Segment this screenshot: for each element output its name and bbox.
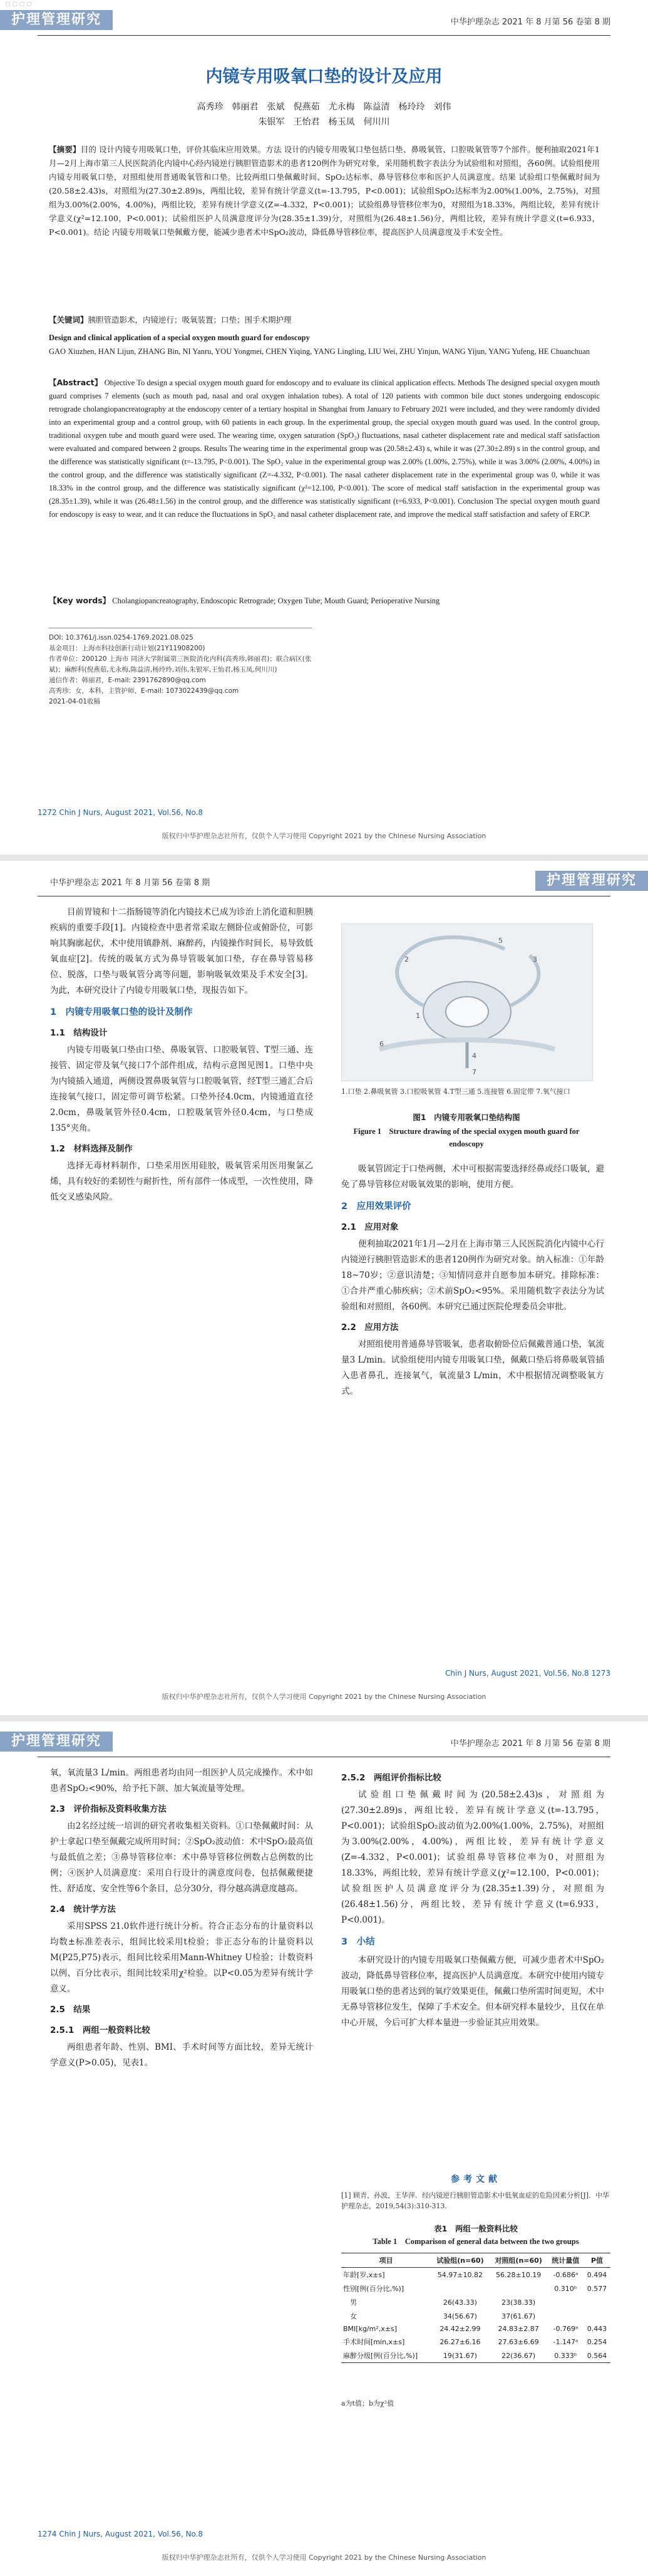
table-cell: 麻醉分级[例(百分比,%)] xyxy=(343,2352,418,2360)
table-cell: 27.63±6.69 xyxy=(498,2337,539,2346)
section-heading: 1 内镜专用吸氧口垫的设计及制作 xyxy=(50,1007,193,1017)
journal-section-tag: 护理管理研究 xyxy=(535,871,648,891)
english-title-block xyxy=(49,331,600,358)
table-cell: 26.27±6.16 xyxy=(440,2337,481,2346)
table-header-cell: 项目 xyxy=(379,2257,393,2265)
body-paragraph: 本研究设计的内镜专用吸氧口垫佩戴方便，可减少患者术中SpO₂波动，降低鼻导管移位率，提高医护人员满意度。本研究中使用内镜专用吸氧口垫的患者达到的氧疗效果更佳，佩戴口垫所需时间更短，术中无鼻导管移位发生，保障了手术安全。但本研究样本量较少，且仅在单中心开展，今后可扩大样本量进一步验证其应用效果。 xyxy=(341,1955,604,2028)
body-paragraph: 内镜专用吸氧口垫由口垫、鼻吸氧管、口腔吸氧管、T型三通、连接管、固定带及氧气接口7个部件组成，结构示意图见图1。口垫中央为内镜插入通道，两侧设置鼻吸氧管与口腔吸氧管，经T型三通汇合后连接氧气接口，固定带可调节松紧。口垫外径4.0cm，内镜通道直径2.0cm，鼻吸氧管外径0.4cm，口腔吸氧管外径0.4cm，与口垫成135°夹角。 xyxy=(50,1045,313,1133)
table-cell: 年龄[岁,x±s] xyxy=(343,2271,385,2279)
copyright-footer: 版权归中华护理杂志社所有，仅供个人学习使用 Copyright 2021 by the Chinese Nursing Association xyxy=(162,832,486,840)
doi: DOI: 10.3761/j.issn.0254-1769.2021.08.025 xyxy=(49,634,193,641)
table-cell: -1.147ᵃ xyxy=(553,2337,579,2346)
footnotes xyxy=(49,633,312,707)
page-3 xyxy=(0,1722,648,2576)
table-cell xyxy=(548,2309,584,2323)
journal-section-tag: 护理管理研究 xyxy=(0,10,113,30)
table-header-cell: P值 xyxy=(590,2257,604,2265)
table-cell: 24.42±2.99 xyxy=(440,2325,481,2333)
mouth-guard-illustration xyxy=(342,924,592,1081)
subsection-heading: 2.4 统计学方法 xyxy=(50,1904,116,1914)
intro-paragraph: 目前胃镜和十二指肠镜等消化内镜技术已成为诊治上消化道和胆胰疾病的重要手段[1]。内镜检查中患者常采取左侧卧位或俯卧位，可影响其胸廓起伏，术中使用镇静剂、麻醉药，内镜操作时间长，易导致低氧血症[2]。传统的吸氧方式为鼻导管吸氧加口垫，存在鼻导管易移位、脱落，口垫与吸氧管分离等问题，影响吸氧效果及手术安全[3]。为此，本研究设计了内镜专用吸氧口垫，现报告如下。 xyxy=(50,907,313,995)
english-authors: GAO Xiuzhen, HAN Lijun, ZHANG Bin, NI Yanru, YOU Yongmei, CHEN Yiqing, YANG Lingling, LIU Wei, ZHU Yinjun, WANG Yijun, YANG Yufeng, HE Chuanchuan xyxy=(49,347,590,356)
running-head: 中华护理杂志 2021 年 8 月第 56 卷第 8 期 xyxy=(450,18,610,27)
table-cell: 34(56.67) xyxy=(443,2312,477,2320)
body-paragraph: 试验组口垫佩戴时间为(20.58±2.43)s，对照组为(27.30±2.89)s，两组比较，差异有统计学意义(t=-13.795，P<0.001)；试验组SpO₂波动值为2.00%(1.00%，2.75%)，对照组为3.00%(2.00%，4.00%)，两组比较，差异有统计学意义(Z=-4.332，P<0.001)；试验组鼻导管移位率为0，对照组为18.33%，两组比较，差异有统计学意义(χ²=12.100，P<0.001)；试验组医护人员满意度评分为(28.35±1.39)分，对照组为(26.48±1.56)分，两组比较，差异有统计学意义(t=6.933，P<0.001)。 xyxy=(341,1790,604,1925)
page-header xyxy=(0,1728,648,1755)
table-cell xyxy=(490,2282,548,2295)
subsection-heading: 2.5.2 两组评价指标比较 xyxy=(341,1773,441,1783)
body-paragraph: 两组患者年龄、性别、BMI、手术时间等方面比较，差异无统计学意义(P>0.05)，见表1。 xyxy=(50,2042,313,2068)
reference-item: [1] 顾青，孙波，王华萍．经内镜逆行胰胆管造影术中低氧血症的危险因素分析[J]．中华护理杂志，2019,54(3):310-313. xyxy=(341,2191,610,2210)
table-cell: 0.564 xyxy=(587,2351,607,2360)
journal-section-tag: 护理管理研究 xyxy=(0,1732,113,1752)
table-cell: 54.97±10.82 xyxy=(437,2270,483,2279)
subsection-heading: 2.1 应用对象 xyxy=(341,1222,399,1232)
table-cell: 性别[例(百分比,%)] xyxy=(343,2285,404,2293)
page-folio: 1272 Chin J Nurs, August 2021, Vol.56, No.8 xyxy=(38,808,203,817)
funding: 基金项目：上海市科技创新行动计划(21Y11908200) xyxy=(49,645,205,652)
table-header-row xyxy=(341,2253,610,2268)
left-column xyxy=(50,1765,313,2071)
keywords-cn-label: 【关键词】 xyxy=(49,315,88,325)
svg-text:6: 6 xyxy=(379,1040,384,1048)
keywords-en-label: 【Key words】 xyxy=(49,596,111,605)
table-cell: 0.494 xyxy=(587,2270,607,2279)
svg-text:2: 2 xyxy=(404,955,409,963)
figure-1-image xyxy=(341,923,593,1081)
subsection-heading: 2.3 评价指标及资料收集方法 xyxy=(50,1804,167,1814)
table-row xyxy=(341,2335,610,2349)
page-1 xyxy=(0,0,648,854)
page-folio: Chin J Nurs, August 2021, Vol.56, No.8 1273 xyxy=(445,1669,610,1678)
body-paragraph: 由2名经过统一培训的研究者收集相关资料。①口垫佩戴时间：从护士拿起口垫至佩戴完成所用时间；②SpO₂波动值：术中SpO₂最高值与最低值之差；③鼻导管移位率：术中鼻导管移位例数占总例数的比例；④医护人员满意度：采用自行设计的满意度问卷，包括佩戴便捷性、舒适度、安全性等6个条目，总分30分，得分越高满意度越高。 xyxy=(50,1821,313,1894)
page-gap xyxy=(0,854,648,861)
body-paragraph: 对照组使用普通鼻导管吸氧，患者取俯卧位后佩戴普通口垫，氧流量3 L/min。试验组使用内镜专用吸氧口垫，佩戴口垫后将鼻吸氧管插入患者鼻孔，连接氧气，氧流量3 L/min，术中根据情况调整吸氧方式。 xyxy=(341,1339,604,1396)
svg-text:3: 3 xyxy=(533,955,537,963)
table-cell: 手术时间[min,x±s] xyxy=(343,2338,405,2346)
received-date: 2021-04-01收稿 xyxy=(49,698,101,705)
table-cell: BMI[kg/m²,x±s] xyxy=(343,2325,398,2333)
table-cell: 26(43.33) xyxy=(443,2298,477,2307)
table-cell: 19(31.67) xyxy=(443,2351,477,2360)
table-cell xyxy=(584,2309,610,2323)
subsection-heading: 1.2 材料选择及制作 xyxy=(50,1144,133,1154)
abstract-en xyxy=(49,376,600,521)
print-marks: ▢ ▢ ▢ ▢ xyxy=(5,1,32,8)
right-column xyxy=(341,1161,604,1400)
table-cell: 24.83±2.87 xyxy=(498,2325,539,2333)
body-paragraph: 采用SPSS 21.0软件进行统计分析。符合正态分布的计量资料以均数±标准差表示，组间比较采用t检验；非正态分布的计量资料以M(P25,P75)表示，组间比较采用Mann-Whitney U检验；计数资料以例、百分比表示，组间比较采用χ²检验。以P<0.05为差异有统计学意义。 xyxy=(50,1921,313,1994)
running-head: 中华护理杂志 2021 年 8 月第 56 卷第 8 期 xyxy=(50,878,210,888)
svg-text:5: 5 xyxy=(498,937,503,945)
table-cell: -0.769ᵃ xyxy=(553,2325,579,2333)
table-cell: 23(38.33) xyxy=(501,2298,536,2307)
table-row xyxy=(341,2323,610,2335)
table-cell: 0.443 xyxy=(587,2325,607,2333)
abstract-en-text: Objective To design a special oxygen mouth guard for endoscopy and to evaluate its clinical application effects. Methods The designed special oxygen mouth guard comprises 7 elements (such as mouth pad, nasal and oral oxygen inhalation tubes). A total of 120 patients with common bile duct stones undergoing endoscopic retrograde cholangiopancreatography at the endoscopy center of a tertiary hospital in Shanghai from January to February 2021 were included, and they were randomly divided into an experimental group and a control group, with 60 patients in each group. In the experimental group, the special oxygen mouth guard was used. In the control group, traditional oxygen tube and mouth guard were used. The wearing time, oxygen saturation (SpO₂) fluctuations, nasal catheter displacement rate and medical staff satisfaction were evaluated and compared between 2 groups. Results The wearing time in the experimental group was (20.58±2.43) s, while it was (27.30±2.89) s in the control group, and the difference was statistically significant (t=-13.795, P<0.001). The SpO₂ value in the experimental group was 2.00% (1.00%, 2.75%), while it was 3.00% (2.00%, 4.00%) in the control group, and the difference was statistically significant (Z=-4.332, P<0.001). The nasal catheter displacement rate in the experimental group was 0, while it was 18.33% in the control group, and the difference was statistically significant (χ²=12.100, P<0.001). The score of medical staff satisfaction in the experimental group was (28.35±1.39), while it was (26.48±1.56) in the control group, and the difference was statistically significant (t=6.933, P<0.001). Conclusion The special oxygen mouth guard for endoscopy is easy to wear, and it can reduce the fluctuations in SpO₂ and nasal catheter displacement rate, and improve the medical staff satisfaction and safety of ERCP. xyxy=(49,378,600,519)
table-cell: 0.333ᵇ xyxy=(554,2351,577,2360)
table-cell: 22(36.67) xyxy=(501,2351,536,2360)
keywords-en xyxy=(49,594,600,608)
authors-line-2: 朱银军 王怡君 杨玉凤 何川川 xyxy=(258,117,390,127)
abstract-cn-label: 【摘要】 xyxy=(49,145,81,154)
table-cell: 0.577 xyxy=(587,2284,607,2293)
references-heading: 参考文献 xyxy=(451,2174,501,2184)
keywords-en-text: Cholangiopancreatography, Endoscopic Retrograde; Oxygen Tube; Mouth Guard; Perioperative Nursing xyxy=(112,596,440,605)
table-row xyxy=(341,2268,610,2282)
corresponding-author: 通信作者：韩丽君，E-mail: 2391762890@qq.com xyxy=(49,677,206,684)
table-cell: 男 xyxy=(343,2298,357,2307)
figure-legend: 1.口垫 2.鼻吸氧管 3.口腔吸氧管 4.T型三通 5.连接管 6.固定带 7.氧气接口 xyxy=(341,1088,570,1096)
section-heading: 3 小结 xyxy=(341,1937,375,1947)
table-cell xyxy=(548,2295,584,2309)
subsection-heading: 2.5 结果 xyxy=(50,2005,91,2015)
table-header-cell: 对照组(n=60) xyxy=(495,2257,542,2265)
abstract-en-label: 【Abstract】 xyxy=(49,378,103,387)
table-header-cell: 试验组(n=60) xyxy=(436,2257,484,2265)
svg-text:7: 7 xyxy=(472,1068,476,1076)
figure-title-cn: 图1 内镜专用吸氧口垫结构图 xyxy=(413,1113,520,1122)
authors-line-1: 高秀珍 韩丽君 张斌 倪燕茹 尤永梅 陈益清 杨玲玲 刘伟 xyxy=(197,102,451,112)
body-paragraph: 选择无毒材料制作，口垫采用医用硅胶，吸氧管采用医用聚氯乙烯，具有较好的柔韧性与耐折性，所有部件一体成型，一次性使用，降低交叉感染风险。 xyxy=(50,1161,313,1202)
copyright-footer: 版权归中华护理杂志社所有，仅供个人学习使用 Copyright 2021 by the Chinese Nursing Association xyxy=(162,2553,486,2562)
table-title-en: Table 1 Comparison of general data between the two groups xyxy=(373,2237,579,2246)
table-row xyxy=(341,2282,610,2295)
page-header xyxy=(0,867,648,895)
figure-title-en: Figure 1 Structure drawing of the special oxygen mouth guard for endoscopy xyxy=(353,1127,580,1148)
table-row xyxy=(341,2295,610,2309)
page-header xyxy=(0,6,648,34)
subsection-heading: 1.1 结构设计 xyxy=(50,1028,108,1038)
running-head: 中华护理杂志 2021 年 8 月第 56 卷第 8 期 xyxy=(450,1739,610,1748)
right-column xyxy=(341,1765,604,2031)
table-cell: 0.254 xyxy=(587,2337,607,2346)
english-title: Design and clinical application of a special oxygen mouth guard for endoscopy xyxy=(49,333,310,342)
table-row xyxy=(341,2349,610,2363)
table-title-cn: 表1 两组一般资料比较 xyxy=(434,2224,518,2233)
section-heading: 2 应用效果评价 xyxy=(341,1202,411,1212)
page-2 xyxy=(0,861,648,1715)
svg-text:4: 4 xyxy=(472,1052,476,1060)
author-bio: 高秀珍：女，本科，主管护师，E-mail: 1073022439@qq.com xyxy=(49,687,239,695)
abstract-cn-text: 目的 设计内镜专用吸氧口垫，评价其临床应用效果。方法 设计的内镜专用吸氧口垫包括口垫、鼻吸氧管、口腔吸氧管等7个部件。便利抽取2021年1月—2月上海市第三人民医院消化内镜中心经内镜逆行胰胆管造影术的患者120例作为研究对象，采用随机数字表法分为试验组和对照组，各60例。试验组使用内镜专用吸氧口垫，对照组使用普通吸氧管和口垫。比较两组口垫佩戴时间、SpO₂达标率、鼻导管移位率和医护人员满意度。结果 试验组口垫佩戴时间为(20.58±2.43)s，对照组为(27.30±2.89)s，两组比较，差异有统计学意义(t=-13.795，P<0.001)；试验组SpO₂达标率为2.00%(1.00%，2.75%)，对照组为3.00%(2.00%，4.00%)，两组比较，差异有统计学意义(Z=-4.332，P<0.001)；试验组鼻导管移位率为0，对照组为18.33%，两组比较，差异有统计学意义(χ²=12.100，P<0.001)；试验组医护人员满意度评分为(28.35±1.39)分，对照组为(26.48±1.56)分，两组比较，差异有统计学意义(t=6.933，P<0.001)。结论 内镜专用吸氧口垫佩戴方便，能减少患者术中SpO₂波动，降低鼻导管移位率，提高医护人员满意度及手术安全性。 xyxy=(49,145,600,237)
page-folio: 1274 Chin J Nurs, August 2021, Vol.56, No.8 xyxy=(38,2530,203,2538)
abstract-cn xyxy=(49,143,600,239)
page-gap xyxy=(0,1715,648,1722)
table-cell: -0.686ᵃ xyxy=(553,2270,579,2279)
table-header-cell: 统计量值 xyxy=(552,2257,580,2265)
subsection-heading: 2.2 应用方法 xyxy=(341,1322,399,1332)
table-row xyxy=(341,2309,610,2323)
left-column xyxy=(50,905,313,1205)
keywords-cn-text: 胰胆管造影术，内镜逆行；吸氧装置；口垫；围手术期护理 xyxy=(88,315,292,325)
body-paragraph: 氧，氧流量3 L/min。两组患者均由同一组医护人员完成操作。术中如患者SpO₂<90%，给予托下颌、加大氧流量等处理。 xyxy=(50,1768,313,1794)
table-cell xyxy=(431,2282,489,2295)
header-rule xyxy=(38,35,610,36)
table-cell: 0.310ᵇ xyxy=(554,2284,577,2293)
svg-text:1: 1 xyxy=(416,1012,420,1020)
table-cell xyxy=(584,2295,610,2309)
body-paragraph: 吸氧管固定于口垫两侧，术中可根据需要选择经鼻或经口吸氧，避免了鼻导管移位对吸氧效果的影响，使用方便。 xyxy=(341,1164,604,1190)
table-cell: 37(61.67) xyxy=(501,2312,536,2320)
keywords-cn xyxy=(49,313,600,327)
table-cell: 女 xyxy=(343,2312,357,2320)
copyright-footer: 版权归中华护理杂志社所有，仅供个人学习使用 Copyright 2021 by the Chinese Nursing Association xyxy=(162,1693,486,1701)
body-paragraph: 便利抽取2021年1月—2月在上海市第三人民医院消化内镜中心行内镜逆行胰胆管造影术的患者120例作为研究对象。纳入标准：①年龄18~70岁；②意识清楚；③知情同意并自愿参加本研究。排除标准：①合并严重心肺疾病；②术前SpO₂<95%。采用随机数字表法分为试验组和对照组，各60例。本研究已通过医院伦理委员会审批。 xyxy=(341,1239,604,1312)
table-1 xyxy=(341,2253,610,2363)
table-cell: 56.28±10.19 xyxy=(496,2270,542,2279)
affiliation: 作者单位：200120 上海市 同济大学附属第三医院消化内科(高秀珍,韩丽君)；联合病区(张斌)；麻醉科(倪燕茹,尤永梅,陈益清,杨玲玲,刘伟,朱银军,王怡君,杨玉凤,何川川) xyxy=(49,655,312,673)
subsection-heading: 2.5.1 两组一般资料比较 xyxy=(50,2025,150,2035)
article-title: 内镜专用吸氧口垫的设计及应用 xyxy=(205,67,443,86)
table-note: a为t值；b为χ²值 xyxy=(341,2399,394,2407)
